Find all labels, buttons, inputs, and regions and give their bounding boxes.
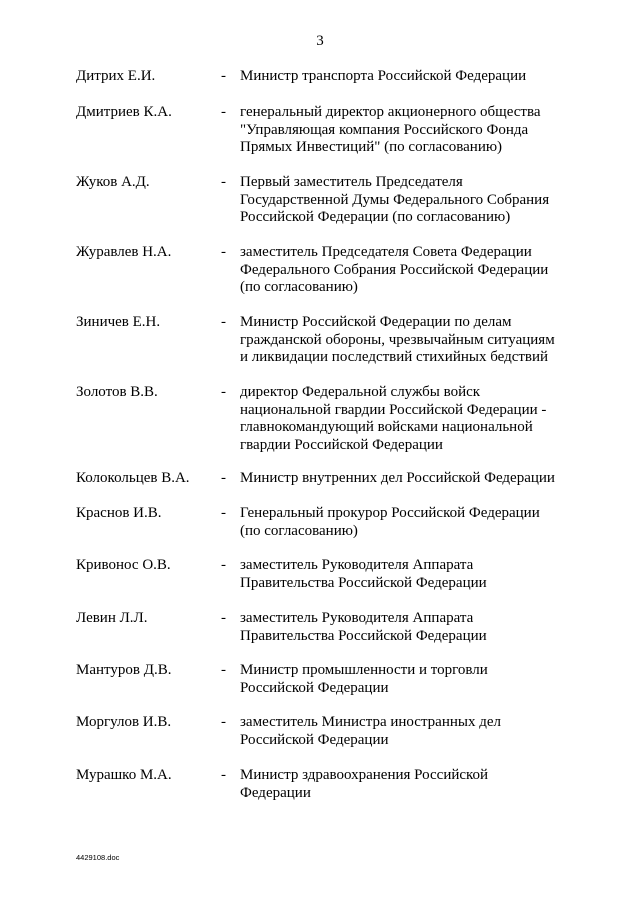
person-name: Мантуров Д.В. [76,662,172,678]
position-text [240,505,570,540]
position-text [240,68,570,86]
person-name: Краснов И.В. [76,505,162,521]
position-line: Министр Российской Федерации по делам [240,314,512,330]
person-name: Дмитриев К.А. [76,104,172,120]
page-number: 3 [316,33,324,49]
position-line: Федерального Собрания Российской Федерации [240,261,549,278]
separator-dash: - [221,104,226,120]
position-line: Генеральный прокурор Российской Федерации [240,505,540,521]
position-line: "Управляющая компания Российского Фонда [240,121,529,138]
position-line: Российской Федерации (по согласованию) [240,209,511,225]
position-text [240,610,570,645]
position-line: Правительства Российской Федерации [240,574,487,591]
position-line: директор Федеральной службы войск [240,384,481,400]
person-name: Колокольцев В.А. [76,470,190,486]
position-text [240,767,570,802]
person-name: Моргулов И.В. [76,714,172,730]
person-name: Жуков А.Д. [76,174,150,190]
position-line: Российской Федерации [240,679,389,696]
separator-dash: - [221,314,226,330]
position-line: гражданской обороны, чрезвычайным ситуациям [240,331,555,348]
position-line: (по согласованию) [240,279,358,295]
position-line: Федерации [240,784,311,801]
position-line: заместитель Руководителя Аппарата [240,610,474,626]
position-line: и ликвидации последствий стихийных бедствий [240,349,549,365]
position-line: Российской Федерации [240,731,389,748]
position-line: Прямых Инвестиций" (по согласованию) [240,139,503,155]
separator-dash: - [221,384,226,400]
separator-dash: - [221,174,226,190]
person-name: Журавлев Н.А. [76,244,172,260]
separator-dash: - [221,68,226,84]
position-line: заместитель Руководителя Аппарата [240,557,474,573]
separator-dash: - [221,662,226,678]
separator-dash: - [221,767,226,783]
position-text [240,714,570,749]
position-text [240,104,570,157]
position-line: гвардии Российской Федерации [240,436,443,453]
position-line: (по согласованию) [240,522,358,539]
document-id: 4429108.doc [76,853,120,862]
position-line: Министр транспорта Российской Федерации [240,68,527,84]
position-line: главнокомандующий войсками национальной [240,419,533,435]
position-text [240,174,570,227]
position-text [240,470,570,488]
separator-dash: - [221,610,226,626]
position-line: Государственной Думы Федерального Собрания [240,191,550,208]
separator-dash: - [221,714,226,730]
position-line: Министр здравоохранения Российской [240,767,489,783]
position-text [240,314,570,367]
position-line: заместитель Председателя Совета Федерации [240,244,532,260]
person-name: Кривонос О.В. [76,557,171,573]
separator-dash: - [221,505,226,521]
position-line: Министр промышленности и торговли [240,662,488,678]
position-line: Министр внутренних дел Российской Федерации [240,470,555,486]
person-name: Дитрих Е.И. [76,68,156,84]
position-line: заместитель Министра иностранных дел [240,714,501,730]
separator-dash: - [221,244,226,260]
person-name: Мурашко М.А. [76,767,172,783]
position-line: национальной гвардии Российской Федерации - [240,401,547,418]
position-line: Правительства Российской Федерации [240,627,487,644]
separator-dash: - [221,557,226,573]
position-text [240,557,570,592]
person-name: Золотов В.В. [76,384,158,400]
position-text [240,244,570,297]
person-name: Левин Л.Л. [76,610,148,626]
separator-dash: - [221,470,226,486]
position-text [240,662,570,697]
position-text [240,384,570,454]
position-line: Первый заместитель Председателя [240,174,463,190]
position-line: генеральный директор акционерного общества [240,104,541,120]
person-name: Зиничев Е.Н. [76,314,161,330]
